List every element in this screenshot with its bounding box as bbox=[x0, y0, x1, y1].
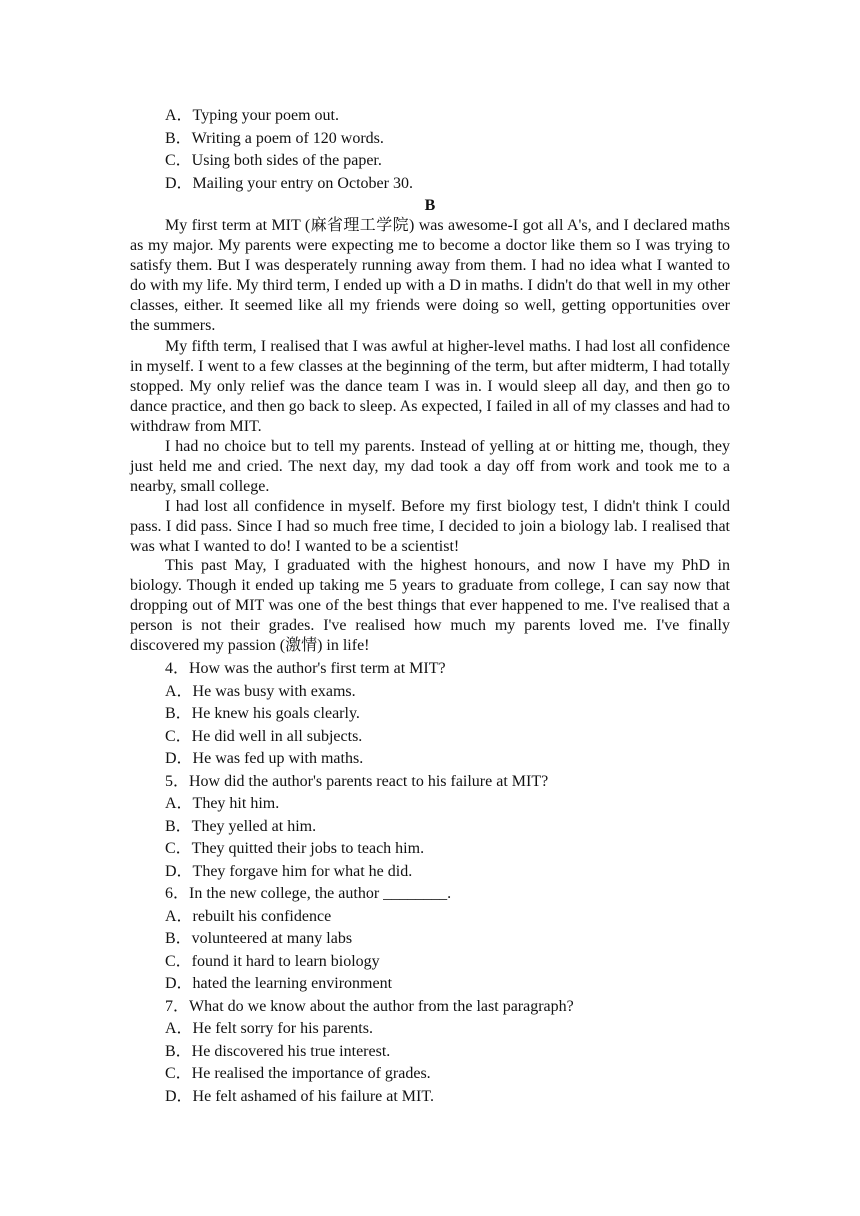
question-7-stem: 7．What do we know about the author from the last paragraph? bbox=[165, 998, 574, 1015]
question-6-option-d: D．hated the learning environment bbox=[165, 975, 393, 992]
question-6-option-a: A．rebuilt his confidence bbox=[165, 908, 332, 925]
question-7-option-d: D．He felt ashamed of his failure at MIT. bbox=[165, 1088, 434, 1105]
question-7-option-b: B．He discovered his true interest. bbox=[165, 1043, 391, 1060]
passage-paragraph-5: This past May, I graduated with the highest honours, and now I have my PhD in biology. Though it ended up taking me 5 years to graduate from college, I can say now that dropping out of MIT was one of the best things that ever happened to me. I've realised that a person is not their grades. I've realised how much my parents loved me. I've finally discovered my passion (激情) in life! bbox=[130, 557, 730, 654]
passage-paragraph-1: My first term at MIT (麻省理工学院) was awesome-I got all A's, and I declared maths as my major. My parents were expecting me to become a doctor like them so I was trying to satisfy them. But I was desperately running away from them. I had no idea what I wanted to do with my life. My third term, I ended up with a D in maths. I didn't do that well in my other classes, either. It seemed like all my friends were doing so well, getting opportunities over the summers. bbox=[130, 217, 730, 334]
passage-paragraph-2: My fifth term, I realised that I was awful at higher-level maths. I had lost all confidence in myself. I went to a few classes at the beginning of the term, but after midterm, I had totally stopped. My only relief was the dance team I was in. I would sleep all day, and then go to dance practice, and then go back to sleep. As expected, I failed in all of my classes and had to withdraw from MIT. bbox=[130, 338, 730, 435]
question-5-option-d: D．They forgave him for what he did. bbox=[165, 863, 413, 880]
question-7-option-a: A．He felt sorry for his parents. bbox=[165, 1020, 373, 1037]
section-title: B bbox=[424, 197, 436, 214]
question-6-stem: 6．In the new college, the author ________. bbox=[165, 885, 452, 902]
question-4-option-d: D．He was fed up with maths. bbox=[165, 750, 364, 767]
q3-option-a: A．Typing your poem out. bbox=[165, 107, 339, 124]
q3-option-d: D．Mailing your entry on October 30. bbox=[165, 175, 413, 192]
question-6-option-b: B．volunteered at many labs bbox=[165, 930, 353, 947]
q3-option-c: C．Using both sides of the paper. bbox=[165, 152, 382, 169]
question-7-option-c: C．He realised the importance of grades. bbox=[165, 1065, 431, 1082]
q3-option-b: B．Writing a poem of 120 words. bbox=[165, 130, 384, 147]
question-4-stem: 4．How was the author's first term at MIT? bbox=[165, 660, 446, 677]
passage-paragraph-4: I had lost all confidence in myself. Before my first biology test, I didn't think I could pass. I did pass. Since I had so much free time, I decided to join a biology lab. I realised that was what I wanted to do! I wanted to be a scientist! bbox=[130, 498, 730, 555]
question-6-option-c: C．found it hard to learn biology bbox=[165, 953, 380, 970]
question-5-option-c: C．They quitted their jobs to teach him. bbox=[165, 840, 425, 857]
question-5-stem: 5．How did the author's parents react to his failure at MIT? bbox=[165, 773, 549, 790]
question-4-option-b: B．He knew his goals clearly. bbox=[165, 705, 360, 722]
passage-paragraph-3: I had no choice but to tell my parents. Instead of yelling at or hitting me, though, they just held me and cried. The next day, my dad took a day off from work and took me to a nearby, small college. bbox=[130, 438, 730, 495]
question-4-option-c: C．He did well in all subjects. bbox=[165, 728, 363, 745]
question-4-option-a: A．He was busy with exams. bbox=[165, 683, 356, 700]
question-5-option-b: B．They yelled at him. bbox=[165, 818, 317, 835]
question-5-option-a: A．They hit him. bbox=[165, 795, 280, 812]
